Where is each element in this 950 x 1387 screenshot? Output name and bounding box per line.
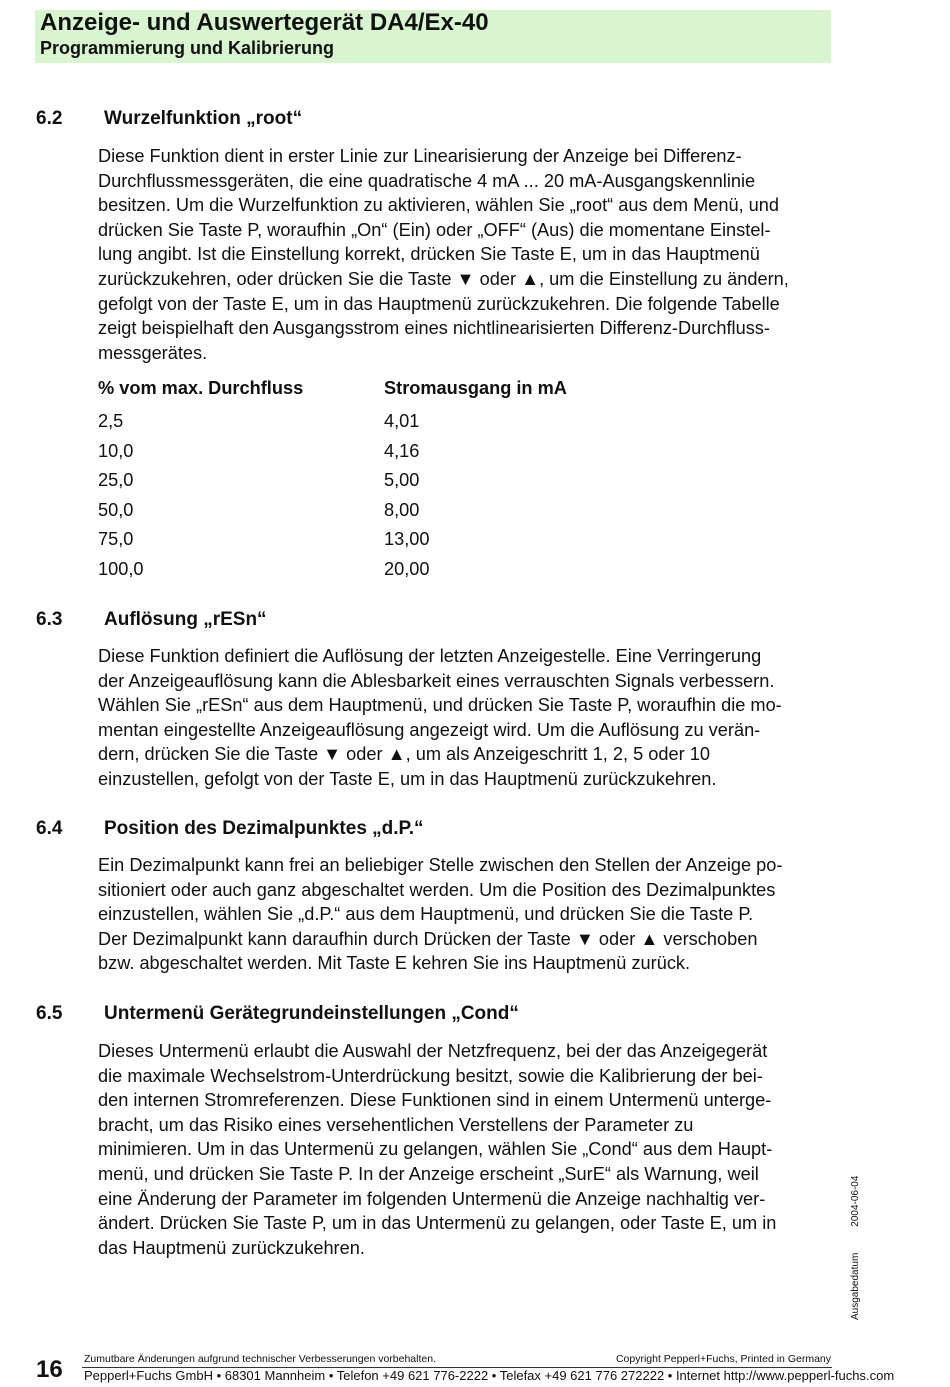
page-number: 16	[36, 1356, 63, 1383]
text-line: den internen Stromreferenzen. Diese Funktionen sind in einem Untermenü unterge-	[98, 1090, 772, 1111]
text-line: Wählen Sie „rESn“ aus dem Hauptmenü, und drücken Sie Taste P, woraufhin die mo-	[98, 695, 782, 716]
text-line: gefolgt von der Taste E, um in das Hauptmenü zurückzukehren. Die folgende Tabelle	[98, 293, 780, 314]
section-number: 6.4	[36, 818, 63, 839]
section-paragraph	[98, 1039, 830, 1260]
text-line: Diese Funktion definiert die Auflösung der letzten Anzeigestelle. Eine Verringerung	[98, 646, 762, 666]
text-line: zurückzukehren, oder drücken Sie die Taste ▼ oder ▲, um die Einstellung zu ändern,	[98, 268, 789, 289]
text-line: ändert. Drücken Sie Taste P, um in das Untermenü zu gelangen, oder Taste E, um in	[98, 1213, 777, 1234]
section-paragraph	[98, 853, 830, 976]
table-cell: 20,00	[384, 559, 430, 579]
table-cell: 8,00	[384, 500, 420, 520]
text-line: lung angibt. Ist die Einstellung korrekt, drücken Sie Taste E, um in das Hauptmenü	[98, 244, 760, 265]
text-line: Durchflussmessgeräten, die eine quadratische 4 mA ... 20 mA-Ausgangskennlinie	[98, 170, 756, 191]
section-title: Auflösung „rESn“	[104, 609, 267, 630]
section-number: 6.3	[36, 609, 63, 630]
table-cell: 10,0	[98, 441, 134, 461]
table-cell: 50,0	[98, 500, 134, 520]
text-line: besitzen. Um die Wurzelfunktion zu aktivieren, wählen Sie „root“ aus dem Menü, und	[98, 195, 780, 216]
table-cell: 4,01	[384, 411, 420, 431]
section-title: Position des Dezimalpunktes „d.P.“	[104, 818, 424, 839]
issue-date-label	[850, 1176, 862, 1320]
table-cell: 100,0	[98, 559, 144, 579]
footer-copyright: Copyright Pepperl+Fuchs, Printed in Germany	[615, 1353, 831, 1365]
table-cell: 5,00	[384, 470, 420, 490]
table-cell: 13,00	[384, 529, 430, 549]
text-line: sitioniert oder auch ganz abgeschaltet werden. Um die Position des Dezimalpunktes	[98, 879, 776, 900]
text-line: das Hauptmenü zurückzukehren.	[98, 1237, 365, 1258]
text-line: bzw. abgeschaltet werden. Mit Taste E kehren Sie ins Hauptmenü zurück.	[98, 953, 691, 974]
text-line: menü, und drücken Sie Taste P. In der Anzeige erscheint „SurE“ als Warnung, weil	[98, 1163, 759, 1184]
section-paragraph	[98, 144, 830, 365]
text-line: Diese Funktion dient in erster Linie zur Linearisierung der Anzeige bei Differenz-	[98, 146, 742, 166]
text-line: Der Dezimalpunkt kann daraufhin durch Drücken der Taste ▼ oder ▲ verschoben	[98, 928, 758, 949]
text-line: eine Änderung der Parameter im folgenden Untermenü die Anzeige nachhaltig ver-	[98, 1188, 766, 1209]
section-title: Wurzelfunktion „root“	[104, 108, 303, 129]
section-paragraph	[98, 644, 830, 792]
table-cell: 25,0	[98, 470, 134, 490]
text-line: einzustellen, wählen Sie „d.P.“ aus dem Hauptmenü, und drücken Sie die Taste P.	[98, 904, 754, 925]
table-header-flow: % vom max. Durchfluss	[98, 378, 304, 398]
table-cell: 2,5	[98, 411, 124, 431]
footer-address: Pepperl+Fuchs GmbH • 68301 Mannheim • Telefon +49 621 776-2222 • Telefax +49 621 776 272222 • Internet http://www.pepperl-fuchs.com	[84, 1368, 895, 1383]
table-cell: 4,16	[384, 441, 420, 461]
issue-date-value: 2004-06-04	[850, 1175, 861, 1227]
text-line: Dieses Untermenü erlaubt die Auswahl der Netzfrequenz, bei der das Anzeigegerät	[98, 1041, 768, 1061]
text-line: drücken Sie Taste P, woraufhin „On“ (Ein) oder „OFF“ (Aus) die momentane Einstel-	[98, 219, 771, 240]
footer-disclaimer: Zumutbare Änderungen aufgrund technischer Verbesserungen vorbehalten.	[84, 1353, 436, 1365]
text-line: einzustellen, gefolgt von der Taste E, um in das Hauptmenü zurückzukehren.	[98, 768, 717, 789]
text-line: Ein Dezimalpunkt kann frei an beliebiger Stelle zwischen den Stellen der Anzeige po-	[98, 855, 783, 875]
text-line: messgerätes.	[98, 342, 208, 363]
document-title: Anzeige- und Auswertegerät DA4/Ex-40	[40, 9, 489, 36]
table-cell: 75,0	[98, 529, 134, 549]
section-number: 6.2	[36, 108, 63, 129]
table-header-current: Stromausgang in mA	[384, 378, 567, 398]
text-line: der Anzeigeauflösung kann die Ablesbarkeit eines verrauschten Signals verbessern.	[98, 670, 775, 691]
section-title: Untermenü Gerätegrundeinstellungen „Cond“	[104, 1003, 519, 1024]
text-line: minimieren. Um in das Untermenü zu gelangen, wählen Sie „Cond“ aus dem Haupt-	[98, 1139, 773, 1160]
text-line: zeigt beispielhaft den Ausgangsstrom eines nichtlinearisierten Differenz-Durchfluss-	[98, 318, 770, 339]
issue-date-caption: Ausgabedatum	[850, 1252, 861, 1320]
document-subtitle: Programmierung und Kalibrierung	[40, 38, 335, 58]
text-line: dern, drücken Sie die Taste ▼ oder ▲, um als Anzeigeschritt 1, 2, 5 oder 10	[98, 744, 710, 765]
text-line: mentan eingestellte Anzeigeauflösung angezeigt wird. Um die Auflösung zu verän-	[98, 719, 761, 740]
section-number: 6.5	[36, 1003, 63, 1024]
text-line: bracht, um das Risiko eines versehentlichen Verstellens der Parameter zu	[98, 1114, 694, 1135]
text-line: die maximale Wechselstrom-Unterdrückung besitzt, sowie die Kalibrierung der bei-	[98, 1065, 763, 1086]
